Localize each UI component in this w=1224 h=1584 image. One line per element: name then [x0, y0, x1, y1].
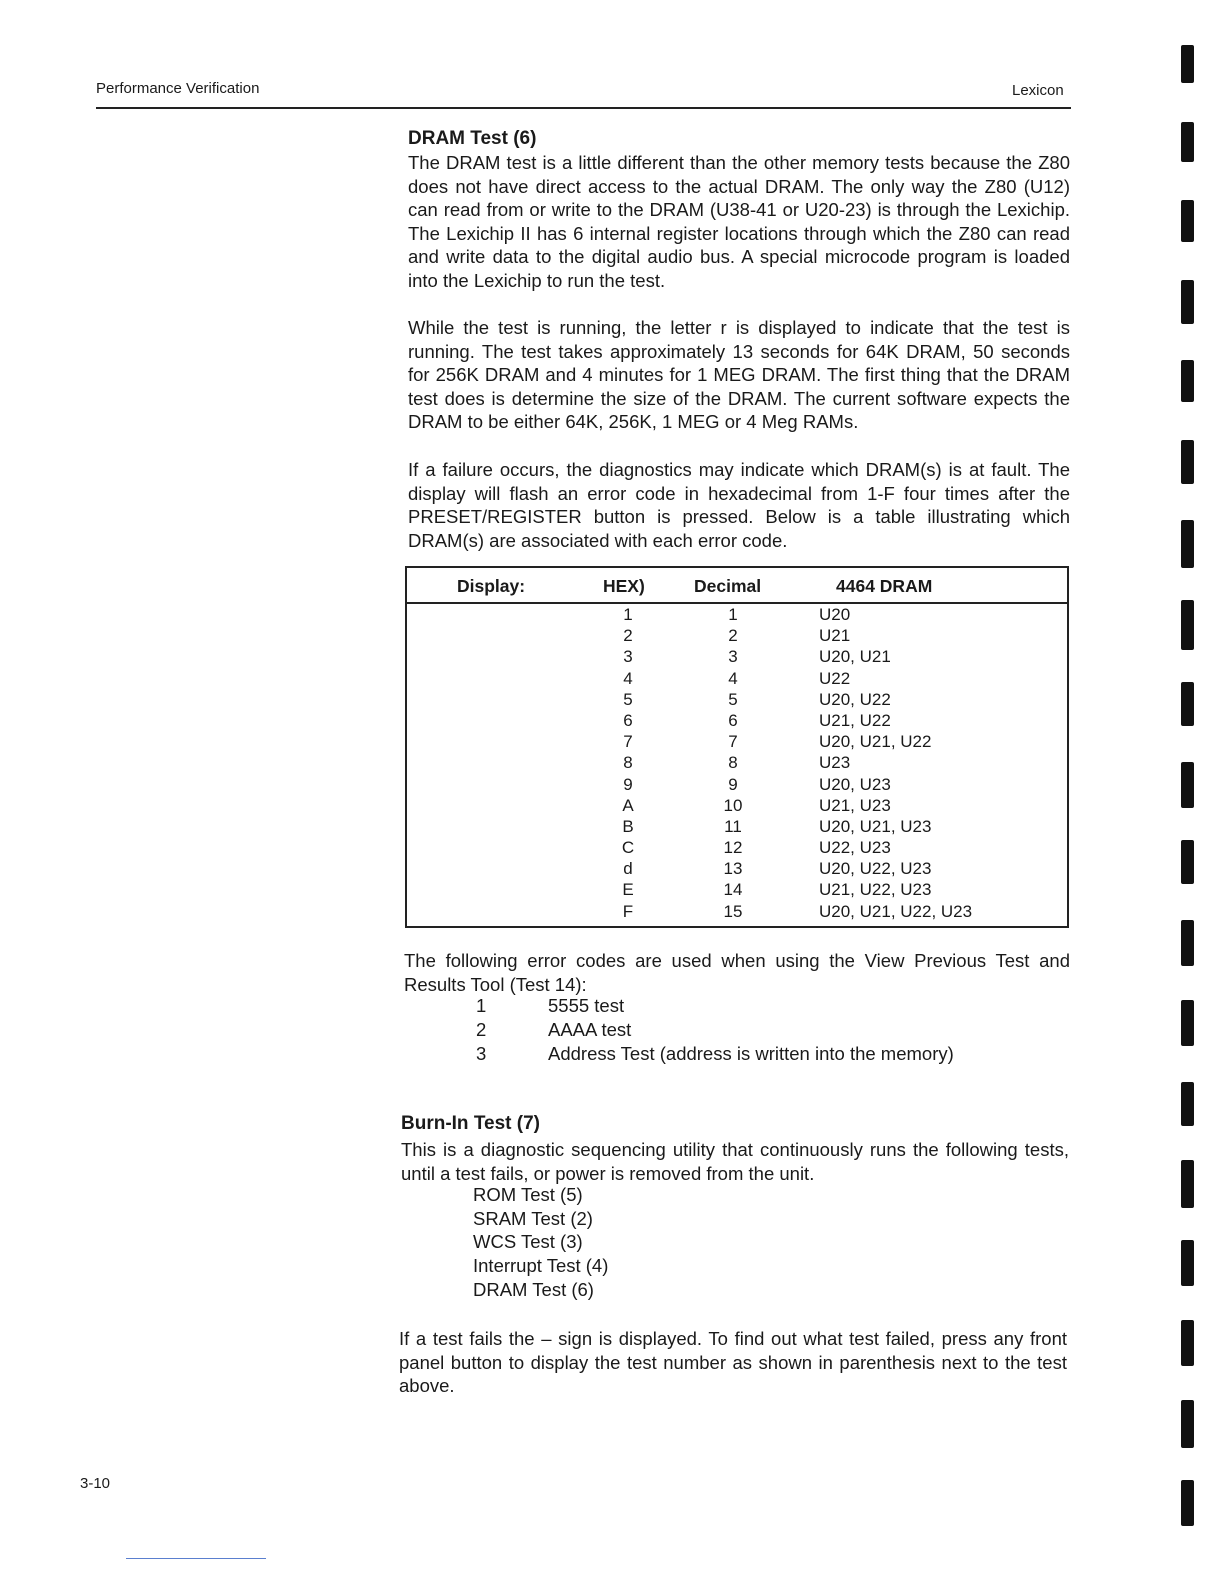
binder-edge-mark [1181, 360, 1194, 402]
dram-cell: U22, U23 [819, 838, 891, 858]
hex-cell: E [622, 880, 634, 900]
decimal-cell: 9 [728, 774, 738, 794]
decimal-cell: 10 [723, 795, 743, 815]
hex-cell: 1 [623, 605, 633, 624]
table-row [407, 837, 1067, 858]
binder-edge-mark [1181, 1082, 1194, 1126]
table-row [407, 795, 1067, 816]
binder-edge-mark [1181, 1480, 1194, 1526]
dram-paragraph-3: If a failure occurs, the diagnostics may indicate which DRAM(s) is at fault. The display will flash an error code in hexadecimal from 1-F four times after the PRESET/REGISTER button is pressed. Below is a table illustrating which DRAM(s) are associated with each error code. [408, 459, 1070, 551]
table-row [407, 710, 1067, 731]
table-row [407, 689, 1067, 710]
hex-cell: 5 [623, 689, 633, 709]
decimal-cell: 3 [728, 647, 738, 667]
decimal-cell: 13 [723, 859, 743, 879]
dram-cell: U23 [819, 753, 851, 773]
burn-test-item: Interrupt Test (4) [473, 1255, 609, 1276]
table-row [407, 858, 1067, 879]
table-row [407, 625, 1067, 646]
dram-cell: U21, U23 [819, 795, 891, 815]
table-row [407, 879, 1067, 900]
dram-paragraph-1: The DRAM test is a little different than the other memory tests because the Z80 does not have direct access to the actual DRAM. The only way the Z80 (U12) can read from or write to the DRAM (U38-41 or U20-23) is through the Lexichip. The Lexichip II has 6 internal register locations through which the Z80 can read and write data to the digital audio bus. A special microcode program is loaded into the Lexichip to run the test. [408, 152, 1070, 291]
decimal-cell: 15 [723, 901, 743, 921]
hex-cell: 9 [623, 774, 633, 794]
code-number: 1 [476, 995, 487, 1016]
dram-cell: U20 [819, 605, 851, 624]
codes-intro: The following error codes are used when using the View Previous Test and Results Tool (Test 14): [404, 950, 1070, 995]
burn-in-paragraph-1: This is a diagnostic sequencing utility that continuously runs the following tests, until a test fails, or power is removed from the unit. [401, 1139, 1069, 1184]
binder-edge-mark [1181, 440, 1194, 484]
hex-cell: 2 [623, 626, 633, 646]
binder-edge-mark [1181, 1000, 1194, 1046]
dram-cell: U20, U21 [819, 647, 891, 667]
header-divider [96, 107, 1071, 109]
burn-in-paragraph-2: If a test fails the – sign is displayed. To find out what test failed, press any front panel button to display the test number as shown in parenthesis next to the test above. [399, 1328, 1067, 1396]
hex-cell: 3 [623, 647, 633, 667]
code-number: 2 [476, 1019, 487, 1040]
code-description: 5555 test [548, 995, 625, 1016]
hex-cell: B [622, 816, 634, 836]
hex-cell: d [623, 859, 633, 879]
dram-cell: U20, U21, U22, U23 [819, 901, 973, 921]
table-body [407, 604, 1067, 922]
header-hex: HEX) [603, 576, 645, 596]
binder-edge-mark [1181, 280, 1194, 324]
binder-edge-mark [1181, 1320, 1194, 1366]
burn-in-heading: Burn-In Test (7) [401, 1113, 540, 1134]
hex-cell: 4 [623, 668, 633, 688]
decimal-cell: 8 [728, 753, 738, 773]
code-description: AAAA test [548, 1019, 632, 1040]
dram-cell: U20, U21, U23 [819, 816, 932, 836]
decimal-cell: 5 [728, 689, 738, 709]
burn-test-item: ROM Test (5) [473, 1184, 583, 1205]
dram-cell: U20, U21, U22 [819, 732, 932, 752]
code-number: 3 [476, 1043, 487, 1064]
decimal-cell: 11 [724, 816, 742, 836]
binder-edge-mark [1181, 840, 1194, 884]
page-number: 3-10 [80, 1475, 111, 1492]
binder-edge-mark [1181, 1240, 1194, 1286]
table-row [407, 901, 1067, 922]
binder-edge-mark [1181, 122, 1194, 162]
decimal-cell: 7 [728, 732, 738, 752]
table-row [407, 668, 1067, 689]
binder-edge-mark [1181, 520, 1194, 568]
code-description: Address Test (address is written into the memory) [548, 1043, 954, 1064]
hex-cell: 6 [623, 710, 633, 730]
decimal-cell: 4 [728, 668, 738, 688]
burn-test-item: SRAM Test (2) [473, 1208, 593, 1229]
error-code-table [405, 566, 1069, 928]
decimal-cell: 1 [728, 605, 738, 624]
dram-cell: U20, U22, U23 [819, 859, 932, 879]
dram-test-heading: DRAM Test (6) [408, 128, 537, 149]
dram-cell: U21, U22, U23 [819, 880, 932, 900]
table-row [407, 604, 1067, 625]
burn-test-item: DRAM Test (6) [473, 1279, 594, 1300]
binder-edge-mark [1181, 682, 1194, 726]
binder-edge-mark [1181, 762, 1194, 808]
hex-cell: A [622, 795, 634, 815]
running-header-section: Performance Verification [96, 80, 260, 97]
binder-edge-mark [1181, 1400, 1194, 1448]
footer-line [126, 1558, 266, 1559]
hex-cell: F [622, 901, 634, 921]
decimal-cell: 14 [723, 880, 743, 900]
header-display: Display: [457, 576, 526, 596]
hex-cell: C [621, 838, 635, 858]
table-row [407, 816, 1067, 837]
decimal-cell: 12 [723, 838, 743, 858]
dram-cell: U21 [819, 626, 851, 646]
table-header-row [407, 568, 1067, 604]
table-row [407, 731, 1067, 752]
decimal-cell: 2 [728, 626, 738, 646]
hex-cell: 8 [623, 753, 633, 773]
binder-edge-mark [1181, 200, 1194, 242]
table-row [407, 752, 1067, 773]
hex-cell: 7 [623, 732, 633, 752]
burn-test-item: WCS Test (3) [473, 1231, 583, 1252]
dram-cell: U21, U22 [819, 710, 891, 730]
dram-cell: U22 [819, 668, 851, 688]
running-header-brand: Lexicon [1012, 82, 1064, 99]
dram-cell: U20, U22 [819, 689, 891, 709]
decimal-cell: 6 [728, 710, 738, 730]
binder-edge-mark [1181, 600, 1194, 650]
dram-paragraph-2: While the test is running, the letter r is displayed to indicate that the test is running. The test takes approximately 13 seconds for 64K DRAM, 50 seconds for 256K DRAM and 4 minutes for 1 MEG DRAM. The first thing that the DRAM test does is determine the size of the DRAM. The current software expects the DRAM to be either 64K, 256K, 1 MEG or 4 Meg RAMs. [408, 317, 1070, 432]
table-row [407, 774, 1067, 795]
dram-cell: U20, U23 [819, 774, 891, 794]
binder-edge-mark [1181, 920, 1194, 966]
binder-edge-mark [1181, 1160, 1194, 1208]
binder-edge-mark [1181, 45, 1194, 83]
header-decimal: Decimal [694, 576, 762, 596]
table-row [407, 646, 1067, 667]
header-dram: 4464 DRAM [836, 576, 933, 596]
